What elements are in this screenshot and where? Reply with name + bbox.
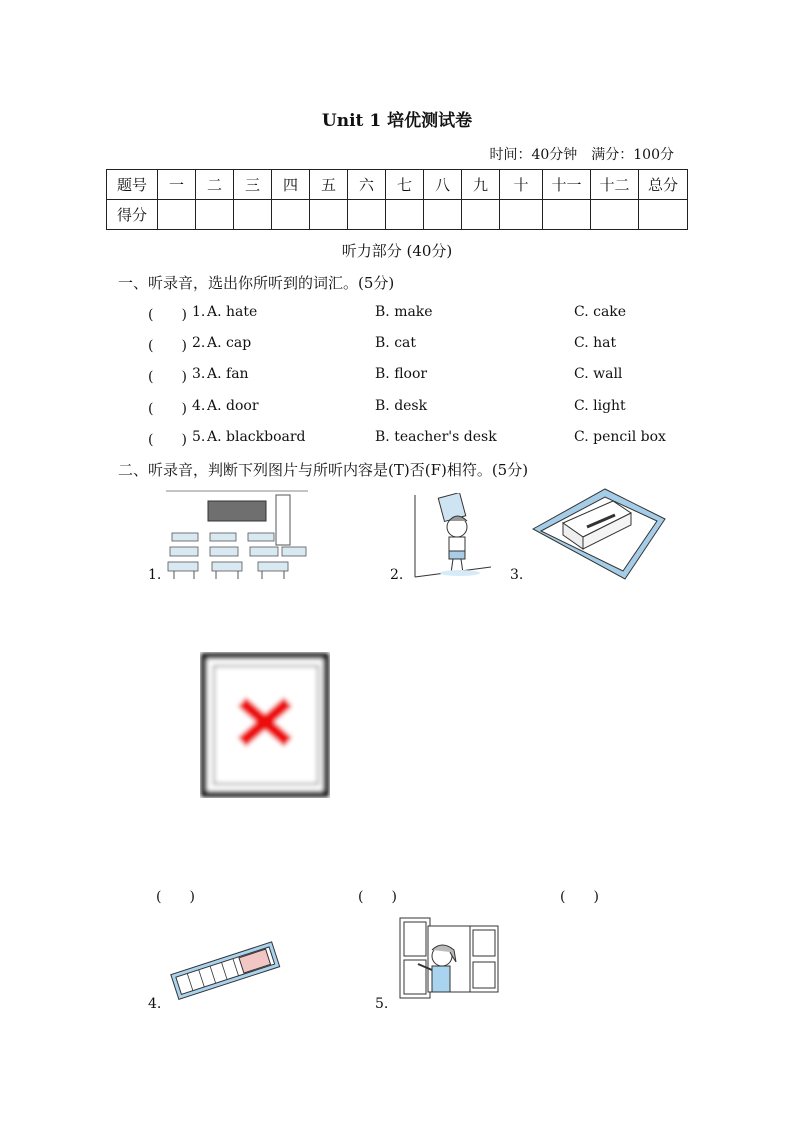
score-header-cell: 十二: [591, 170, 639, 200]
score-table-header-row: [107, 170, 688, 200]
answer-blank[interactable]: ( ): [148, 338, 187, 354]
score-input-cell[interactable]: [272, 200, 310, 230]
answer-blank[interactable]: ( ): [156, 889, 195, 905]
answer-blank[interactable]: ( ): [148, 432, 187, 448]
question-number: 1.: [192, 304, 206, 320]
question-number: 5.: [192, 429, 206, 445]
option-b: B. floor: [375, 366, 428, 382]
score-input-cell[interactable]: [543, 200, 591, 230]
answer-blank[interactable]: ( ): [148, 369, 187, 385]
picture-label: 5.: [375, 996, 389, 1012]
score-input-cell[interactable]: [196, 200, 234, 230]
option-b: B. make: [375, 304, 433, 320]
answer-blank[interactable]: ( ): [148, 401, 187, 417]
score-input-cell[interactable]: [348, 200, 386, 230]
option-b: B. desk: [375, 398, 428, 414]
classroom-illustration: [166, 487, 308, 579]
option-c: C. wall: [574, 366, 623, 382]
score-input-cell[interactable]: [500, 200, 543, 230]
option-b: B. teacher's desk: [375, 429, 497, 445]
boy-window-illustration: [405, 493, 493, 579]
score-header-cell: 题号: [107, 170, 158, 200]
picture-label: 1.: [148, 567, 162, 583]
question-number: 4.: [192, 398, 206, 414]
option-b: B. cat: [375, 335, 417, 351]
score-header-cell: 四: [272, 170, 310, 200]
option-a: A. fan: [207, 366, 249, 382]
question-number: 3.: [192, 366, 206, 382]
time-score-info: 时间：40分钟 满分：100分: [489, 147, 674, 163]
score-table-score-row: [107, 200, 688, 230]
answer-blank[interactable]: ( ): [148, 307, 187, 323]
answer-blank[interactable]: ( ): [358, 889, 397, 905]
score-input-cell[interactable]: [158, 200, 196, 230]
score-header-cell: 三: [234, 170, 272, 200]
broken-image-icon: [200, 652, 330, 798]
score-input-cell[interactable]: [462, 200, 500, 230]
ruler-illustration: [166, 932, 282, 1008]
picture-label: 4.: [148, 996, 162, 1012]
pencil-box-on-book-illustration: [527, 487, 667, 585]
score-input-cell[interactable]: [424, 200, 462, 230]
score-header-cell: 五: [310, 170, 348, 200]
score-header-cell: 八: [424, 170, 462, 200]
option-c: C. cake: [574, 304, 627, 320]
option-a: A. door: [207, 398, 259, 414]
score-table: [106, 169, 688, 230]
page-title: Unit 1 培优测试卷: [321, 111, 473, 131]
option-c: C. hat: [574, 335, 617, 351]
score-header-cell: 六: [348, 170, 386, 200]
option-a: A. cap: [207, 335, 252, 351]
score-header-cell: 十: [500, 170, 543, 200]
picture-label: 2.: [390, 567, 404, 583]
question-number: 2.: [192, 335, 206, 351]
girl-opening-window-illustration: [398, 916, 500, 1006]
score-input-cell[interactable]: [386, 200, 424, 230]
score-header-cell: 一: [158, 170, 196, 200]
score-input-cell[interactable]: [310, 200, 348, 230]
option-a: A. hate: [207, 304, 258, 320]
score-header-cell: 九: [462, 170, 500, 200]
section2-heading: 二、听录音，判断下列图片与所听内容是(T)否(F)相符。(5分): [118, 461, 529, 479]
option-a: A. blackboard: [207, 429, 306, 445]
score-header-cell: 二: [196, 170, 234, 200]
score-input-cell[interactable]: [591, 200, 639, 230]
score-input-cell[interactable]: [234, 200, 272, 230]
score-header-cell: 十一: [543, 170, 591, 200]
answer-blank[interactable]: ( ): [560, 889, 599, 905]
score-header-cell: 七: [386, 170, 424, 200]
picture-label: 3.: [510, 567, 524, 583]
option-c: C. light: [574, 398, 626, 414]
option-c: C. pencil box: [574, 429, 666, 445]
listening-part-title: 听力部分 (40分): [341, 242, 453, 260]
score-header-cell: 总分: [639, 170, 688, 200]
score-row-label: 得分: [107, 200, 158, 230]
section1-heading: 一、听录音，选出你所听到的词汇。(5分): [118, 274, 395, 292]
score-input-cell[interactable]: [639, 200, 688, 230]
